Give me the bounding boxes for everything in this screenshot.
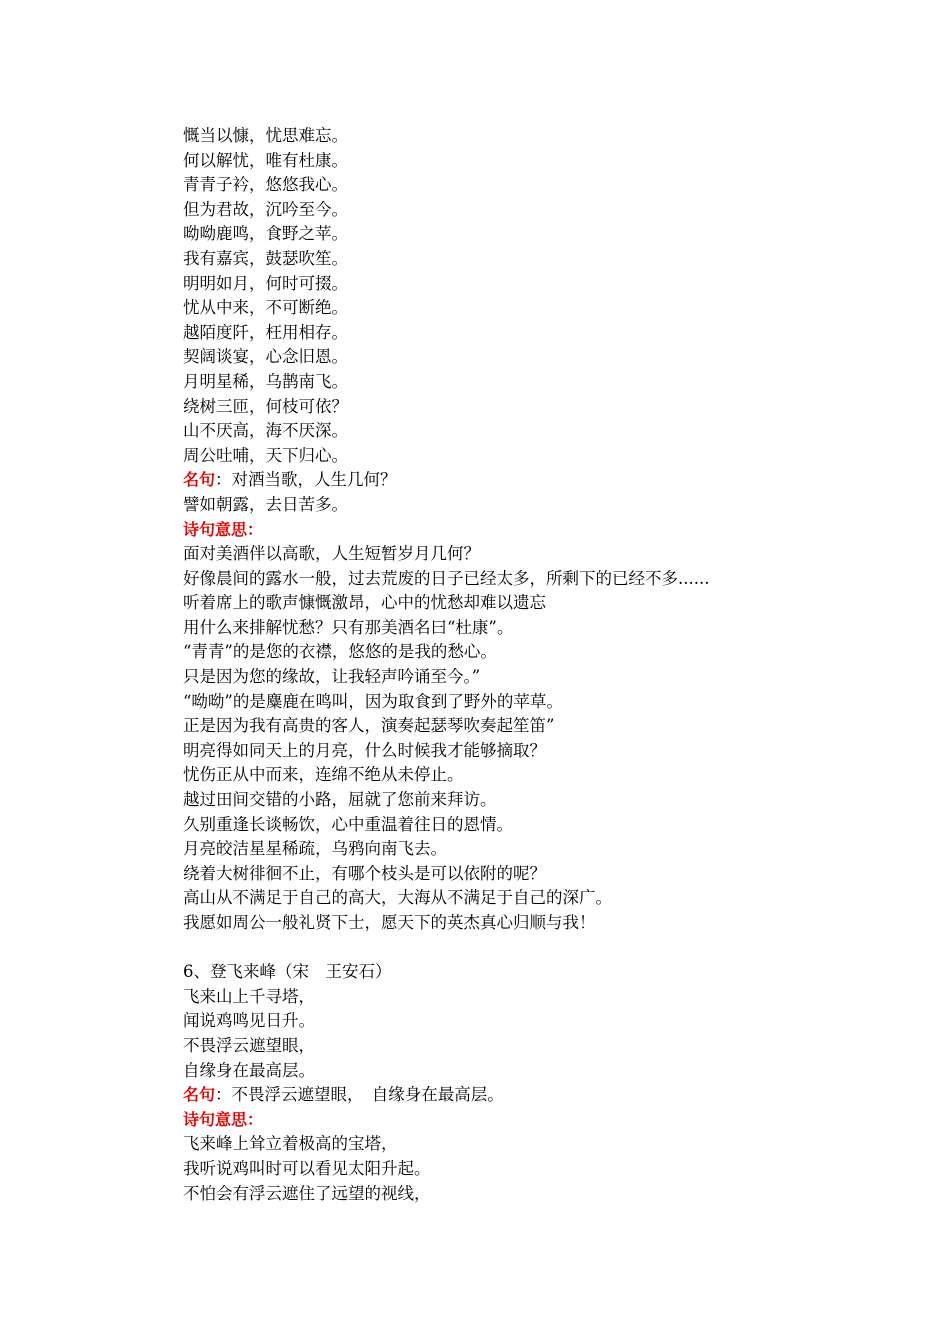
meaning-line: 听着席上的歌声慷慨激昂，心中的忧愁却难以遗忘	[183, 593, 546, 613]
famous-line	[183, 1083, 923, 1108]
famous-cont: 譬如朝露，去日苦多。	[183, 494, 348, 514]
meaning-line: 明亮得如同天上的月亮，什么时候我才能够摘取？	[183, 740, 546, 760]
document-body	[183, 124, 923, 1206]
meaning-line: 用什么来排解忧愁？只有那美酒名曰“杜康”。	[183, 617, 514, 637]
famous-label: 名句	[183, 470, 216, 490]
meaning-line: 飞来峰上耸立着极高的宝塔，	[183, 1134, 398, 1154]
poem-line: 我有嘉宾，鼓瑟吹笙。	[183, 248, 348, 268]
meaning-heading	[183, 518, 923, 543]
famous-line	[183, 468, 923, 493]
poem-line: 忧从中来，不可断绝。	[183, 298, 348, 318]
meaning-label: 诗句意思	[183, 1109, 248, 1129]
poem2-lines	[183, 985, 923, 1083]
meaning-colon: ：	[247, 1109, 264, 1129]
famous-label: 名句	[183, 1085, 216, 1105]
poem-line: 飞来山上千寻塔，	[183, 986, 315, 1006]
poem-line: 何以解忧，唯有杜康。	[183, 150, 348, 170]
meaning-line: “呦呦”的是麋鹿在鸣叫，因为取食到了野外的苹草。	[183, 691, 563, 711]
poem1-meaning	[183, 542, 923, 936]
poem-line: 自缘身在最高层。	[183, 1060, 315, 1080]
meaning-line: 面对美酒伴以高歌，人生短暂岁月几何？	[183, 544, 480, 564]
meaning-colon: ：	[247, 519, 264, 539]
famous-text: ：不畏浮云遮望眼， 自缘身在最高层。	[215, 1085, 504, 1105]
meaning-line: 久别重逢长谈畅饮，心中重温着往日的恩情。	[183, 814, 513, 834]
meaning-line: “青青”的是您的衣襟，悠悠的是我的愁心。	[183, 642, 497, 662]
meaning-line: 不怕会有浮云遮住了远望的视线，	[183, 1183, 431, 1203]
meaning-line: 只是因为您的缘故，让我轻声吟诵至今。”	[183, 667, 481, 687]
poem-line: 但为君故，沉吟至今。	[183, 199, 348, 219]
meaning-line: 我愿如周公一般礼贤下士，愿天下的英杰真心归顺与我！	[183, 913, 596, 932]
meaning-label: 诗句意思	[183, 519, 248, 539]
poem-line: 山不厌高，海不厌深。	[183, 421, 348, 441]
poem-line: 绕树三匝，何枝可依？	[183, 396, 348, 416]
meaning-line: 好像晨间的露水一般，过去荒废的日子已经太多，所剩下的已经不多......	[183, 568, 710, 588]
meaning-line: 月亮皎洁星星稀疏，乌鸦向南飞去。	[183, 839, 447, 859]
poem-line: 月明星稀，乌鹊南飞。	[183, 371, 348, 391]
meaning-line: 忧伤正从中而来，连绵不绝从未停止。	[183, 765, 464, 785]
poem-line: 闻说鸡鸣见日升。	[183, 1011, 315, 1031]
famous-text: ：对酒当歌，人生几何？	[215, 470, 397, 490]
meaning-line: 正是因为我有高贵的客人，演奏起瑟琴吹奏起笙笛”	[183, 716, 555, 736]
poem-line: 青青子衿，悠悠我心。	[183, 175, 348, 195]
poem-line: 周公吐哺，天下归心。	[183, 445, 348, 465]
poem-line: 慨当以慷，忧思难忘。	[183, 126, 348, 145]
blank-line	[183, 936, 923, 961]
meaning-line: 越过田间交错的小路，屈就了您前来拜访。	[183, 790, 497, 810]
poem1-lines	[183, 124, 923, 468]
poem-line: 呦呦鹿鸣，食野之苹。	[183, 224, 348, 244]
poem-line: 越陌度阡，枉用相存。	[183, 322, 348, 342]
poem-line: 明明如月，何时可掇。	[183, 273, 348, 293]
meaning-line: 我听说鸡叫时可以看见太阳升起。	[183, 1158, 431, 1178]
meaning-line: 绕着大树徘徊不止，有哪个枝头是可以依附的呢？	[183, 863, 546, 883]
meaning-line: 高山从不满足于自己的高大，大海从不满足于自己的深广。	[183, 888, 612, 908]
poem-line: 契阔谈宴，心念旧恩。	[183, 347, 348, 367]
poem-line: 不畏浮云遮望眼，	[183, 1035, 315, 1055]
poem2-title: 6、登飞来峰（宋 王安石）	[183, 962, 392, 982]
poem2-meaning	[183, 1132, 923, 1206]
meaning-heading	[183, 1108, 923, 1133]
